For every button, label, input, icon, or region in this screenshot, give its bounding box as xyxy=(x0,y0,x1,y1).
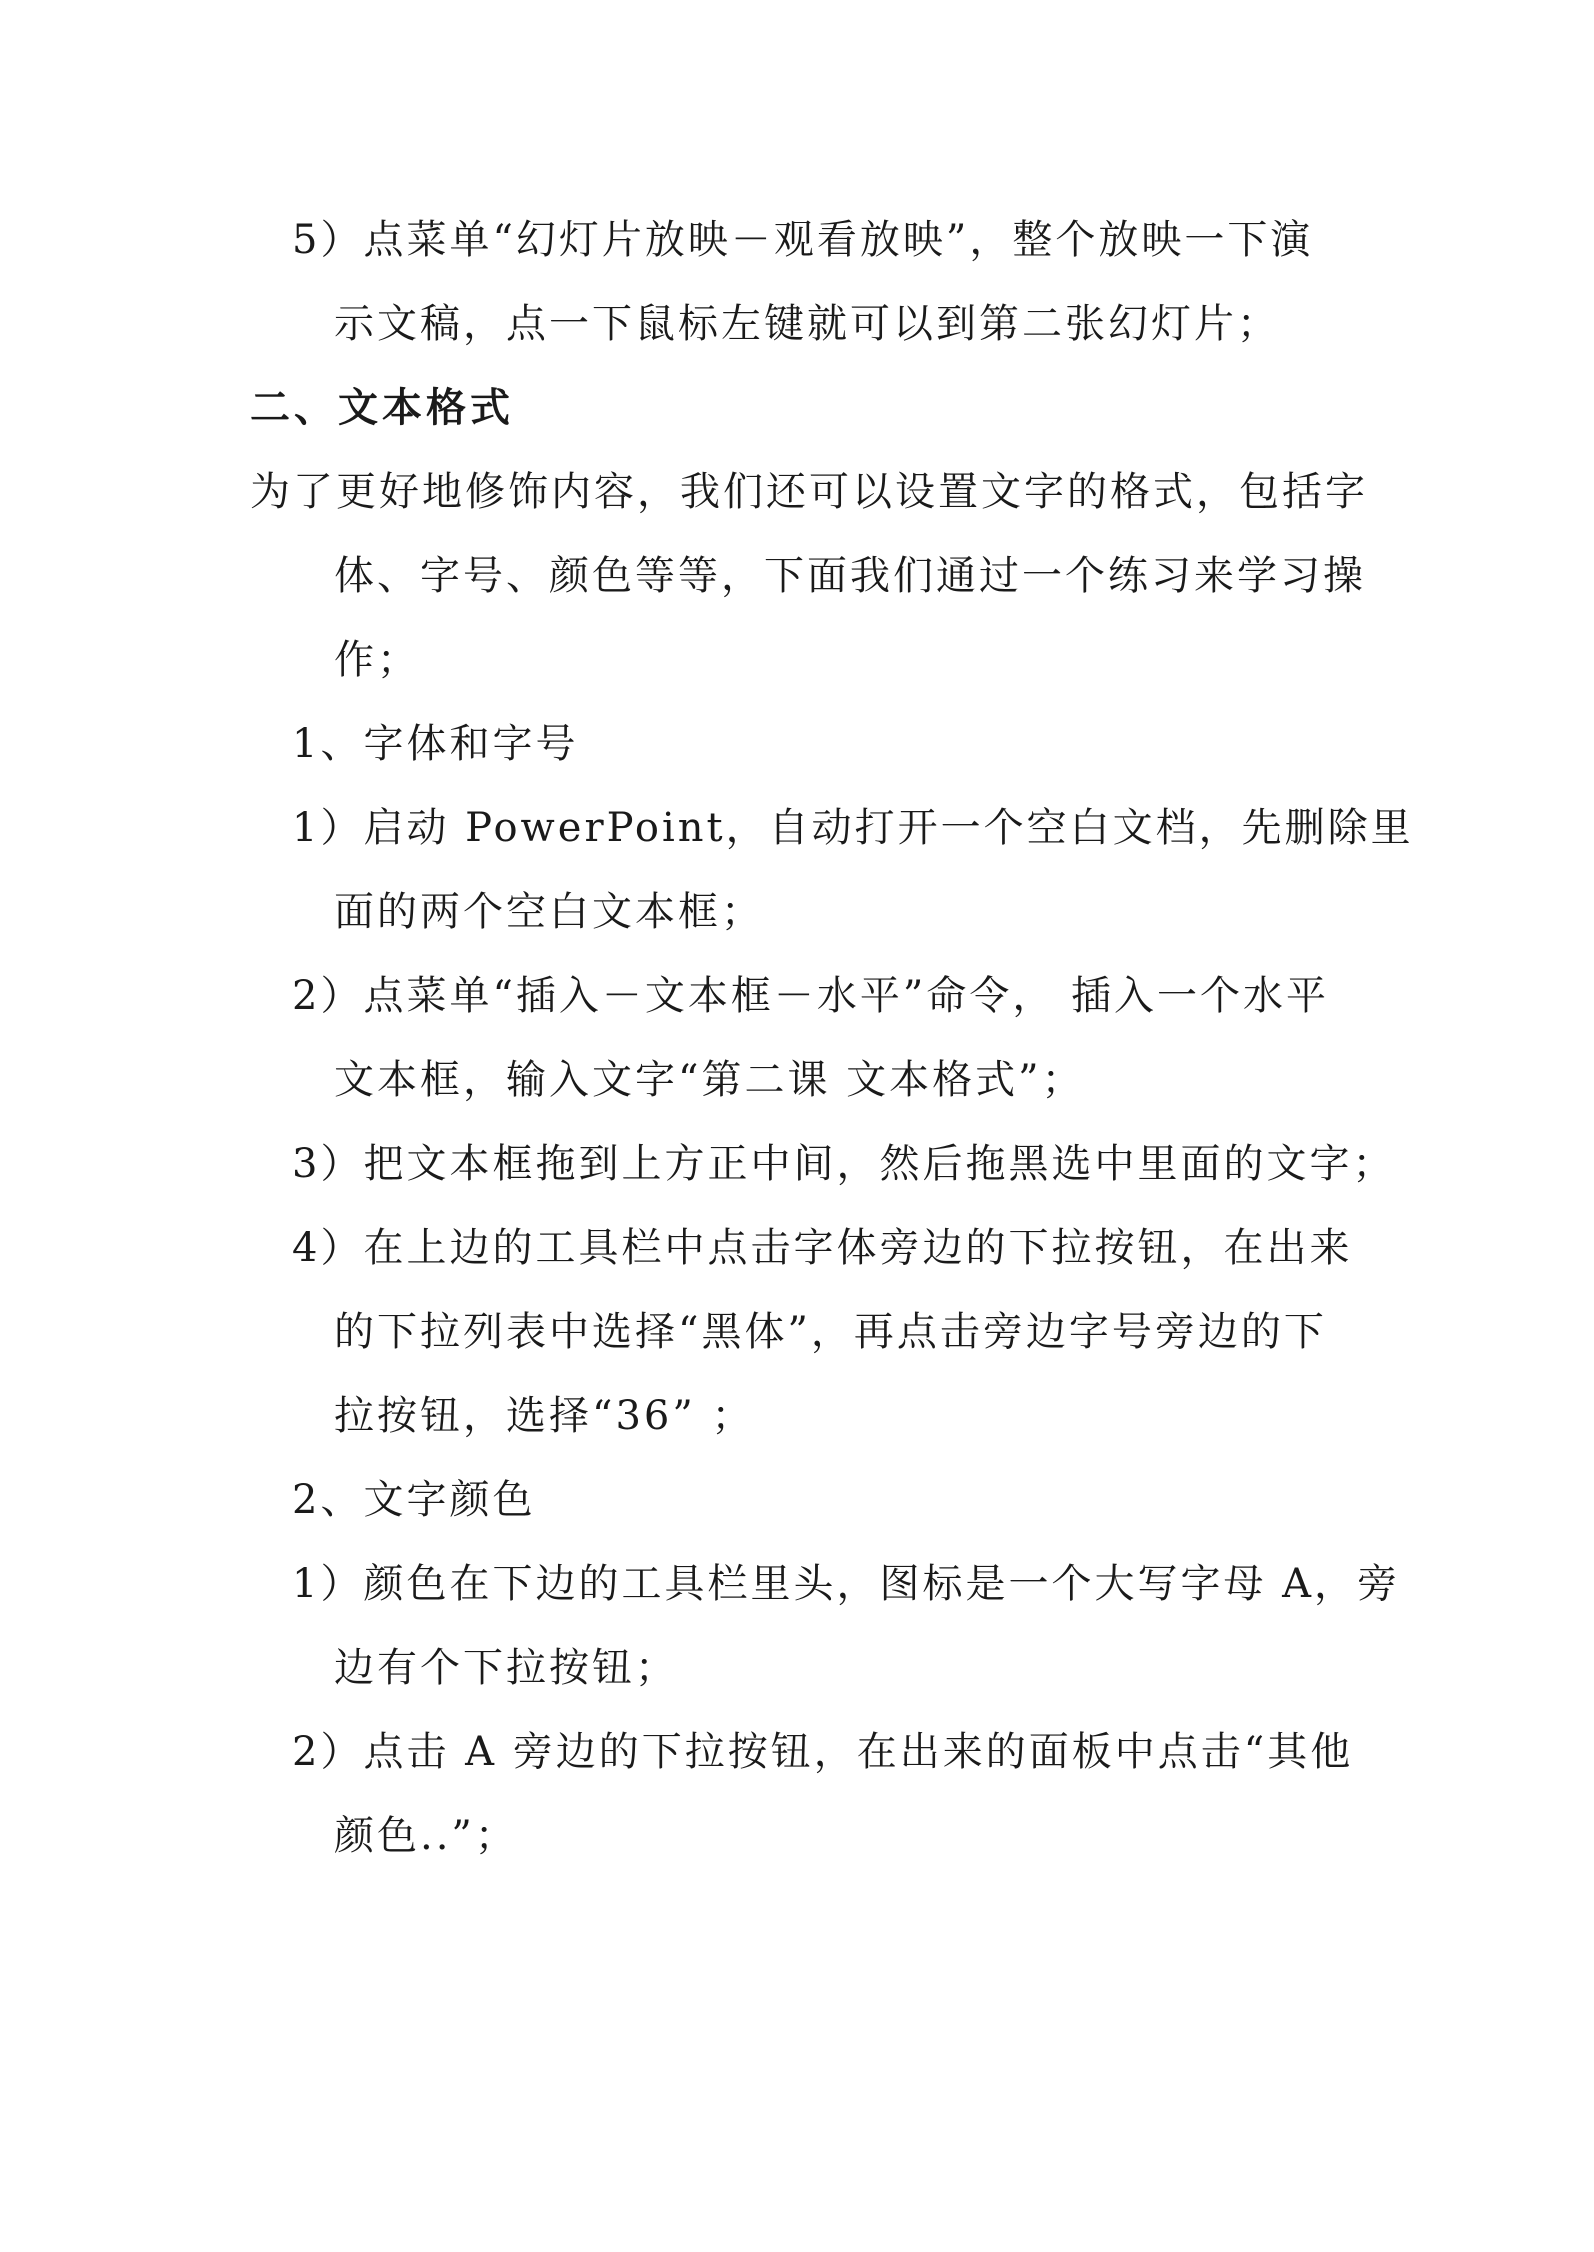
text-line: 4）在上边的工具栏中点击字体旁边的下拉按钮，在出来 xyxy=(292,1225,1353,1271)
text-line: 体、字号、颜色等等，下面我们通过一个练习来学习操 xyxy=(334,553,1366,599)
section-heading: 二、文本格式 xyxy=(250,385,514,431)
text-line: 3）把文本框拖到上方正中间，然后拖黑选中里面的文字； xyxy=(292,1141,1396,1187)
subsection-heading: 1、字体和字号 xyxy=(292,721,579,767)
text-line: 作； xyxy=(334,637,420,683)
text-line: 拉按钮，选择“36” ； xyxy=(334,1393,755,1439)
text-line: 1）颜色在下边的工具栏里头，图标是一个大写字母 A，旁 xyxy=(292,1561,1401,1607)
text-line: 2）点菜单“插入－文本框－水平”命令， 插入一个水平 xyxy=(292,973,1330,1019)
text-line: 边有个下拉按钮； xyxy=(334,1645,678,1691)
text-line: 文本框，输入文字“第二课 文本格式”； xyxy=(334,1057,1085,1103)
text-line: 的下拉列表中选择“黑体”，再点击旁边字号旁边的下 xyxy=(334,1309,1327,1355)
text-line: 颜色..”； xyxy=(334,1813,518,1859)
text-line: 5）点菜单“幻灯片放映－观看放映”，整个放映一下演 xyxy=(292,217,1314,263)
text-line: 示文稿，点一下鼠标左键就可以到第二张幻灯片； xyxy=(334,301,1280,347)
text-line: 为了更好地修饰内容，我们还可以设置文字的格式，包括字 xyxy=(250,469,1368,515)
subsection-heading: 2、文字颜色 xyxy=(292,1477,536,1523)
text-line: 面的两个空白文本框； xyxy=(334,889,764,935)
text-line: 2）点击 A 旁边的下拉按钮，在出来的面板中点击“其他 xyxy=(292,1729,1354,1775)
text-line: 1）启动 PowerPoint，自动打开一个空白文档，先删除里 xyxy=(292,805,1414,851)
